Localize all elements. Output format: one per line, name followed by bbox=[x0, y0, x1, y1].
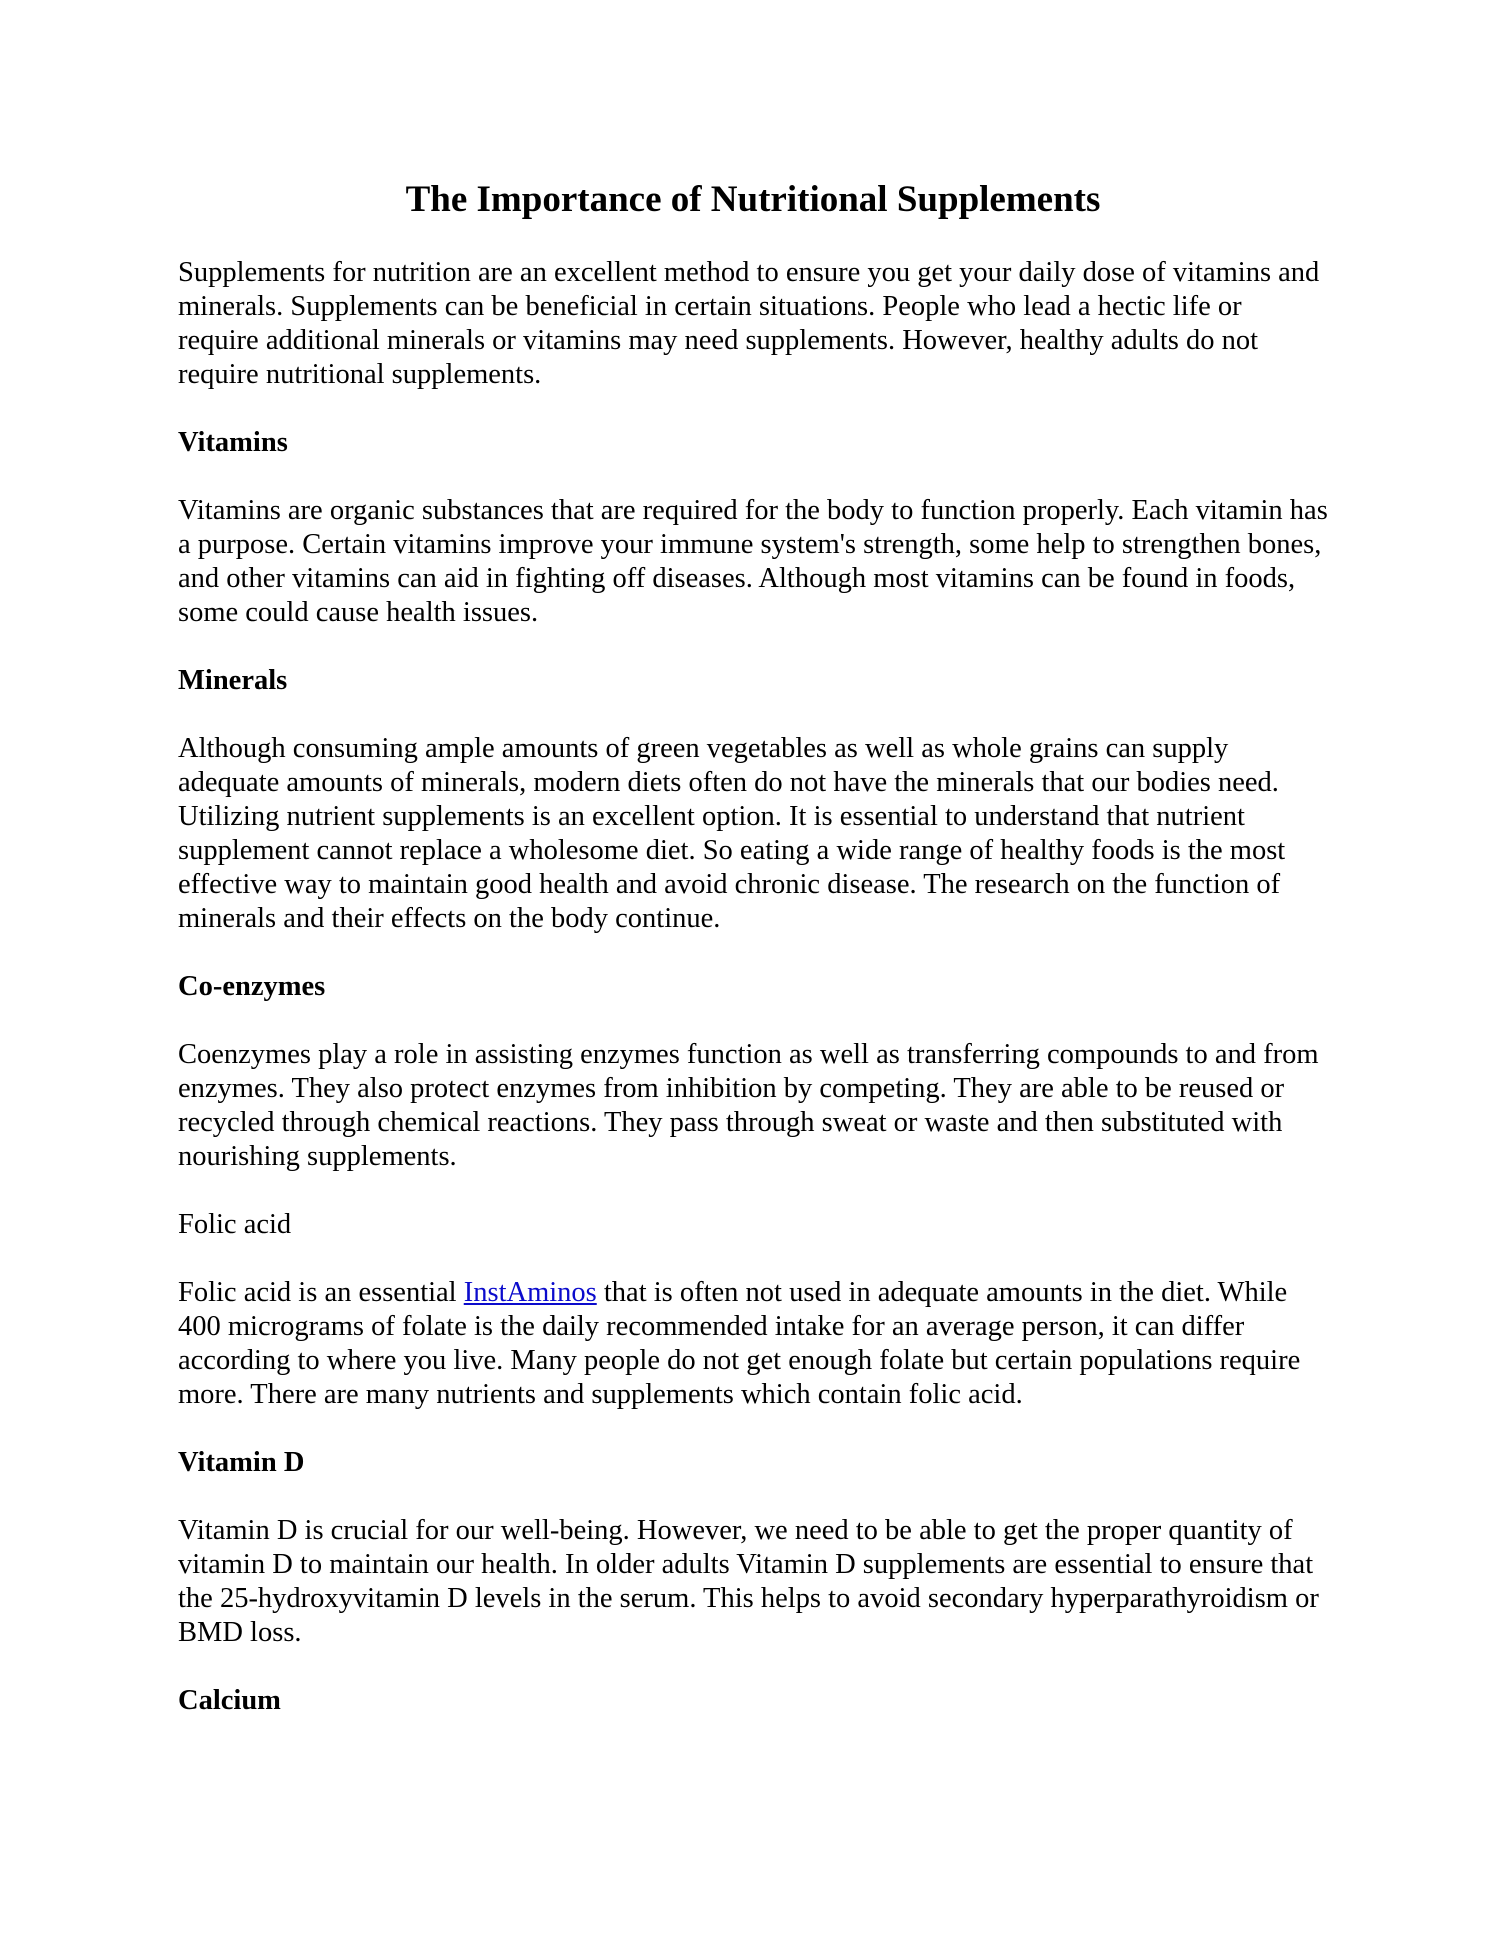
section-body-coenzymes: Coenzymes play a role in assisting enzymes function as well as transferring compounds to and from enzymes. They also protect enzymes from inhibition by competing. They are able to be reused or recycled through chemical reactions. They pass through sweat or waste and then substituted with nourishing supplements. bbox=[178, 1039, 1319, 1172]
section-body-folic-acid bbox=[178, 1276, 1328, 1412]
intro-paragraph: Supplements for nutrition are an excellent method to ensure you get your daily dose of vitamins and minerals. Supplements can be beneficial in certain situations. People who lead a hectic life or require additional minerals or vitamins may need supplements. However, healthy adults do not require nutritional supplements. bbox=[178, 257, 1320, 390]
document-page bbox=[178, 178, 1328, 1752]
section-body-vitamin-d: Vitamin D is crucial for our well-being. However, we need to be able to get the proper quantity of vitamin D to maintain our health. In older adults Vitamin D supplements are essential to ensure that the 25-hydroxyvitamin D levels in the serum. This helps to avoid secondary hyperparathyroidism or BMD loss. bbox=[178, 1515, 1319, 1648]
section-body-minerals: Although consuming ample amounts of green vegetables as well as whole grains can supply adequate amounts of minerals, modern diets often do not have the minerals that our bodies need. Utilizing nutrient supplements is an excellent option. It is essential to understand that nutrient supplement cannot replace a wholesome diet. So eating a wide range of healthy foods is the most effective way to maintain good health and avoid chronic disease. The research on the function of minerals and their effects on the body continue. bbox=[178, 733, 1286, 934]
page-title: The Importance of Nutritional Supplements bbox=[405, 179, 1101, 220]
section-heading-folic-acid: Folic acid bbox=[178, 1209, 292, 1240]
section-heading-coenzymes: Co-enzymes bbox=[178, 971, 326, 1002]
folic-text-after: that is often not used in adequate amounts in the diet. While 400 micrograms of folate is the daily recommended intake for an average person, it can differ according to where you live. Many people do not get enough folate but certain populations require more. There are many nutrients and supplements which contain folic acid. bbox=[178, 1277, 1301, 1410]
section-heading-minerals: Minerals bbox=[178, 665, 288, 696]
instaminos-link[interactable]: InstAminos bbox=[463, 1277, 597, 1308]
folic-text-before: Folic acid is an essential bbox=[178, 1277, 464, 1308]
section-heading-vitamin-d: Vitamin D bbox=[178, 1447, 305, 1478]
section-heading-vitamins: Vitamins bbox=[178, 427, 288, 458]
section-heading-calcium: Calcium bbox=[178, 1685, 281, 1716]
section-body-vitamins: Vitamins are organic substances that are required for the body to function properly. Each vitamin has a purpose. Certain vitamins improve your immune system's strength, some help to strengthen bones, and other vitamins can aid in fighting off diseases. Although most vitamins can be found in foods, some could cause health issues. bbox=[178, 495, 1328, 628]
